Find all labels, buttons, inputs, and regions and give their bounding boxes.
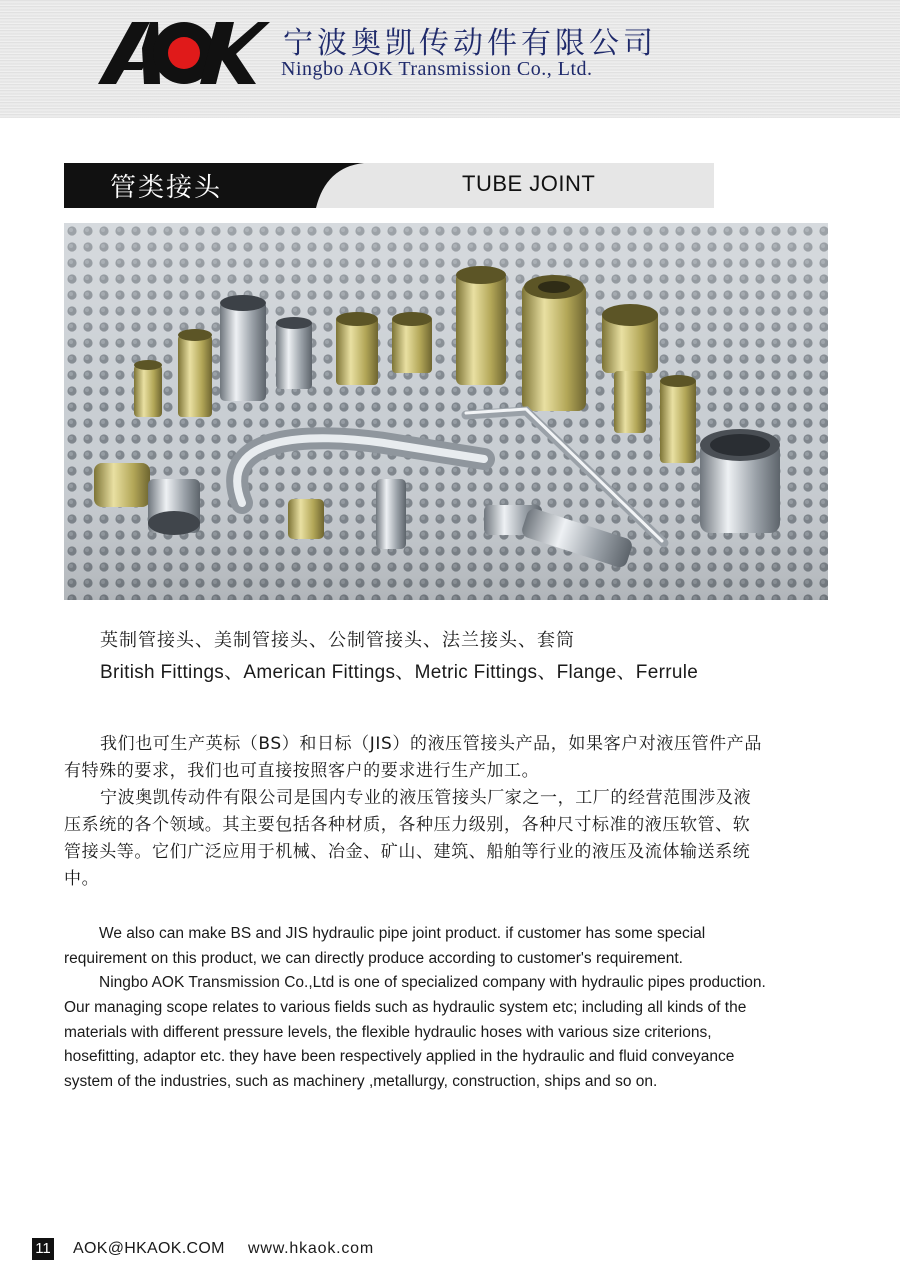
product-caption-cn: 英制管接头、美制管接头、公制管接头、法兰接头、套筒	[100, 630, 575, 651]
section-title-cn: 管类接头	[110, 173, 223, 203]
company-name-cn: 宁波奥凯传动件有限公司	[283, 26, 657, 61]
section-title-en: TUBE JOINT	[462, 171, 596, 196]
aok-logo	[98, 18, 270, 88]
body-paragraph-cn: 我们也可生产英标（BS）和日标（JIS）的液压管接头产品，如果客户对液压管件产品有特殊的要求，我们也可直接按照客户的要求进行生产加工。	[64, 734, 762, 781]
body-paragraph-en: Ningbo AOK Transmission Co.,Ltd is one of specialized company with hydraulic pipes production. Our managing scope relates to various fields such as hydraulic system etc; including all kinds of the materials with different pressure levels, the flexible hydraulic hoses with various size criterions, hosefitting, adaptor etc. they have been respectively applied in the hydraulic and fluid conveyance system of the industries, such as machinery ,metallurgy, construction, ships and so on.	[64, 974, 766, 1091]
company-name-en: Ningbo AOK Transmission Co., Ltd.	[281, 58, 593, 80]
product-photo	[64, 223, 828, 600]
product-caption-en: British Fittings、American Fittings、Metric Fittings、Flange、Ferrule	[100, 662, 699, 683]
body-paragraph-en: We also can make BS and JIS hydraulic pipe joint product. if customer has some special requirement on this product, we can directly produce according to customer's requirement.	[64, 925, 706, 967]
page-number: 11	[32, 1238, 54, 1260]
page-header	[0, 0, 900, 118]
body-paragraph-cn: 宁波奥凯传动件有限公司是国内专业的液压管接头厂家之一，工厂的经营范围涉及液压系统的各个领域。其主要包括各种材质，各种压力级别，各种尺寸标准的液压软管、软管接头等。它们广泛应用于机械、冶金、矿山、建筑、船舶等行业的液压及流体输送系统中。	[64, 788, 752, 889]
footer-website-link[interactable]: www.hkaok.com	[248, 1240, 374, 1257]
footer-email-link[interactable]: AOK@HKAOK.COM	[73, 1240, 225, 1257]
